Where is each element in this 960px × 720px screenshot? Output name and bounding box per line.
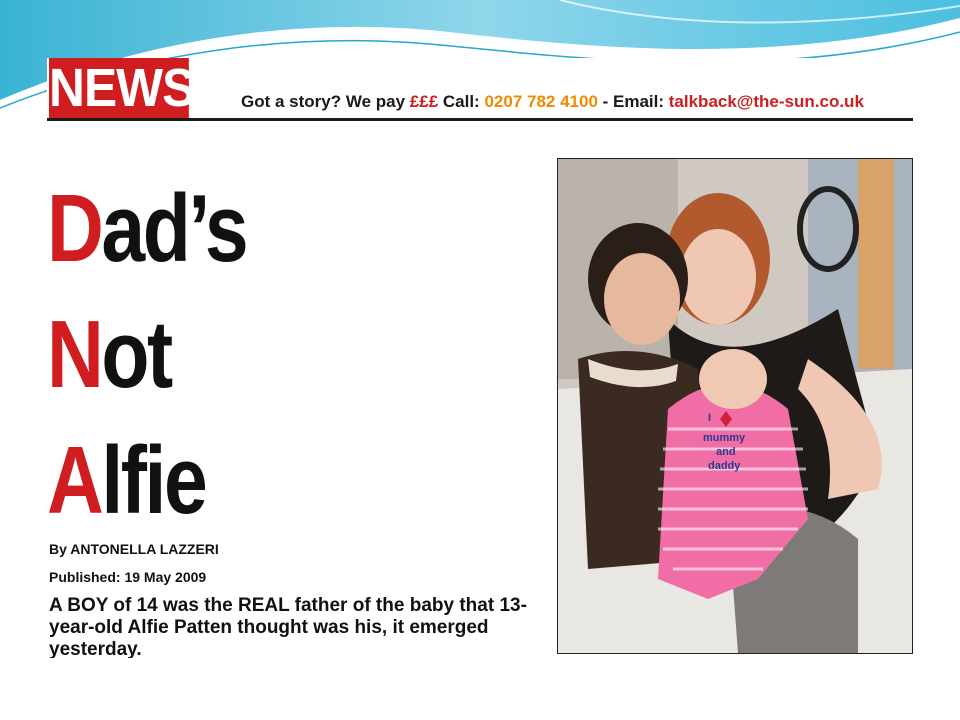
headline-rest-3: lfie xyxy=(101,427,206,534)
tagline-email-label: - Email: xyxy=(597,92,669,111)
tagline-prefix: Got a story? We pay xyxy=(241,92,410,111)
headline xyxy=(47,166,527,544)
photo-illustration xyxy=(558,159,912,653)
onesie-text-1: I xyxy=(708,412,712,424)
headline-line-3 xyxy=(47,418,441,544)
onesie-text-3: and xyxy=(716,446,736,458)
article-photo xyxy=(557,158,913,654)
tagline-phone: 0207 782 4100 xyxy=(484,92,598,111)
onesie-text-2: mummy xyxy=(703,432,746,444)
headline-line-2 xyxy=(47,292,441,418)
tagline-email: talkback@the-sun.co.uk xyxy=(668,92,864,111)
headline-cap-d: D xyxy=(47,175,102,282)
masthead xyxy=(47,58,913,120)
headline-cap-a: A xyxy=(47,427,102,534)
published-date: Published: 19 May 2009 xyxy=(49,569,207,585)
tagline-money: £££ xyxy=(409,92,439,111)
headline-line-1 xyxy=(47,166,441,292)
newspaper-clipping xyxy=(47,58,913,658)
headline-rest-1: ad’s xyxy=(101,175,247,282)
byline: By ANTONELLA LAZZERI xyxy=(49,541,219,557)
masthead-rule xyxy=(47,118,913,121)
tagline-call: Call: xyxy=(438,92,485,111)
headline-rest-2: ot xyxy=(101,301,171,408)
onesie-text-4: daddy xyxy=(708,460,741,472)
lede-paragraph: A BOY of 14 was the REAL father of the baby that 13-year-old Alfie Patten thought was his, it emerged yesterday. xyxy=(49,595,527,658)
news-logo: NEWS xyxy=(49,58,195,118)
headline-cap-n: N xyxy=(47,301,102,408)
masthead-tagline xyxy=(241,92,864,112)
